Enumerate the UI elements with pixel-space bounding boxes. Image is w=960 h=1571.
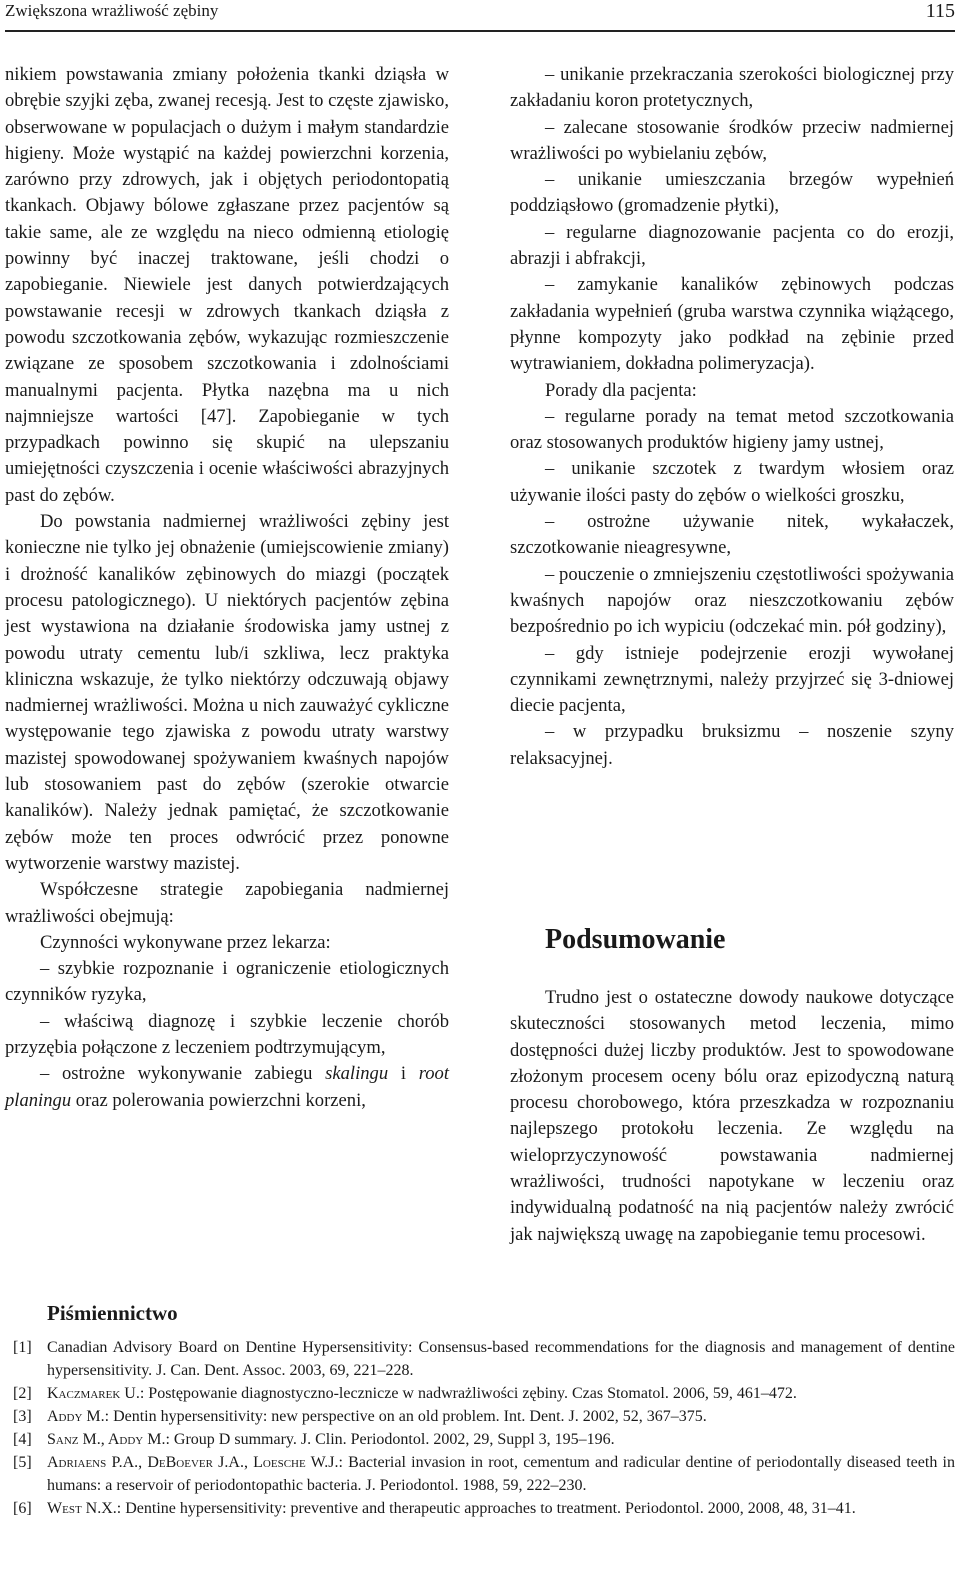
summary-section [510, 985, 954, 1248]
right-column [510, 62, 954, 772]
reference-authors: Kaczmarek U. [47, 1385, 140, 1402]
paragraph: nikiem powstawania zmiany położenia tkanki dziąsła w obrębie szyjki zęba, zwanej recesją. Jest to częste zjawisko, obserwowane w populacjach o dużym i małym standardzie higieny. Może wystąpić na każdej powierzchni korzenia, zarówno przy zdrowych, jak i objętych periodontopatią tkankach. Objawy bólowe zgłaszane przez pacjentów są takie same, ale ze względu na nieco odmienną etiologię powinny być inaczej traktowane, jeśli chodzi o zapobieganie. Niewiele jest danych potwierdzających powstawanie recesji w zdrowych tkankach dziąsła z powodu szczotkowania zębów, wykazując rozmieszczenie związane ze sposobem szczotkowania i zdolnościami manualnymi pacjenta. Płytka nazębna ma u nich najmniejsze wartości [47]. Zapobieganie w tych przypadkach powinno się skupić na ulepszaniu umiejętności czyszczenia i ocenie właściwości abrazyjnych past do zębów. [5, 64, 449, 506]
list-item: – unikanie umieszczania brzegów wypełnień poddziąsłowo (gromadzenie płytki), [510, 169, 954, 217]
italic-term: skalingu [325, 1063, 389, 1085]
reference-authors: Adriaens P.A., DeBoever J.A., Loesche W.J. [47, 1454, 339, 1471]
list-item: – gdy istnieje podejrzenie erozji wywołanej czynnikami zewnętrznymi, należy przyjrzeć się 3-dniowej diecie pacjenta, [510, 642, 954, 717]
running-header [5, 0, 955, 32]
left-column [5, 62, 449, 1114]
reference-text: : Postępowanie diagnostyczno-lecznicze w nadwrażliwości zębiny. Czas Stomatol. 2006, 59, 461–472. [139, 1385, 797, 1402]
page-number: 115 [925, 0, 955, 22]
reference-text: : Group D summary. J. Clin. Periodontol. 2002, 29, Suppl 3, 195–196. [165, 1431, 615, 1448]
reference-text: : Dentine hypersensitivity: preventive and therapeutic approaches to treatment. Periodontol. 2000, 2008, 48, 31–41. [116, 1500, 856, 1517]
list-item-text: i [388, 1063, 419, 1085]
reference-number: [1] [13, 1339, 32, 1356]
reference-text: : Dentin hypersensitivity: new perspective on an old problem. Int. Dent. J. 2002, 52, 367–375. [104, 1408, 707, 1425]
list-heading: Czynności wykonywane przez lekarza: [40, 931, 331, 953]
list-item: – regularne porady na temat metod szczotkowania oraz stosowanych produktów higieny jamy ustnej, [510, 405, 954, 454]
list-item: – pouczenie o zmniejszeniu częstotliwości spożywania kwaśnych napojów oraz nieszczotkowaniu zębów bezpośrednio po ich wypiciu (odczekać min. pół godziny), [510, 563, 954, 638]
reference-number: [5] [13, 1454, 32, 1471]
section-heading-summary: Podsumowanie [545, 924, 726, 955]
reference-authors: Sanz M., Addy M. [47, 1431, 166, 1448]
list-item: – zamykanie kanalików zębinowych podczas zakładania wypełnień (gruba warstwa czynnika wiążącego, płynne kompozyty jako podkład na zębinie przed wytrawianiem, dokładna polimeryzacja). [510, 274, 954, 375]
list-item: – szybkie rozpoznanie i ograniczenie etiologicznych czynników ryzyka, [5, 958, 449, 1006]
reference-authors: West N.X. [47, 1500, 117, 1517]
italic-term: root planingu [5, 1063, 449, 1111]
reference-item [5, 1405, 955, 1428]
reference-number: [4] [13, 1431, 32, 1448]
reference-number: [3] [13, 1408, 32, 1425]
reference-list [5, 1336, 955, 1520]
list-item [5, 1061, 449, 1114]
reference-item [5, 1336, 955, 1382]
reference-authors: Addy M. [47, 1408, 105, 1425]
paragraph: Trudno jest o ostateczne dowody naukowe dotyczące skuteczności stosowanych metod leczenia, mimo dostępności dużej liczby produktów. Jest to spowodowane złożonym procesem oceny bólu oraz epizodyczną naturą procesu chorobowego, która przeszkadza w rozpoznaniu najlepszego protokołu leczenia. Ze względu na wieloprzyczynowość powstawania nadmiernej wrażliwości, trudności napotykane w leczeniu oraz indywidualną podatność na nią pacjentów należy zwrócić jak największą uwagę na zapobieganie temu procesowi. [510, 987, 954, 1245]
reference-number: [2] [13, 1385, 32, 1402]
paragraph: Współczesne strategie zapobiegania nadmiernej wrażliwości obejmują: [5, 879, 449, 927]
list-item: – unikanie przekraczania szerokości biologicznej przy zakładaniu koron protetycznych, [510, 64, 954, 112]
running-title: Zwiększona wrażliwość zębiny [5, 1, 219, 20]
list-item: – w przypadku bruksizmu – noszenie szyny relaksacyjnej. [510, 721, 954, 769]
paragraph: Do powstania nadmiernej wrażliwości zębiny jest konieczne nie tylko jej obnażenie (umiejscowienie zmiany) i drożność kanalików zębinowych do miazgi (początek procesu patologicznego). U niektórych pacjentów zębina jest wystawiona na działanie środowiska jamy ustnej z powodu utraty cementu lub/i szkliwa, lecz praktyka kliniczna wskazuje, że tylko niektórzy odczuwają objawy nadmiernej wrażliwości. Można u nich zauważyć cykliczne występowanie tego zjawiska z powodu utraty warstwy mazistej spowodowanej spożywaniem kwaśnych napojów lub stosowaniem past do zębów (szerokie otwarcie kanalików). Należy jednak pamiętać, że szczotkowanie zębów może ten proces odwrócić przez ponowne wytworzenie warstwy mazistej. [5, 511, 449, 874]
reference-item [5, 1428, 955, 1451]
reference-item [5, 1451, 955, 1497]
reference-item [5, 1382, 955, 1405]
list-item: – ostrożne używanie nitek, wykałaczek, szczotkowanie nieagresywne, [510, 511, 954, 559]
reference-number: [6] [13, 1500, 32, 1517]
list-item: – właściwą diagnozę i szybkie leczenie chorób przyzębia połączone z leczeniem podtrzymującym, [5, 1010, 449, 1058]
list-item-text: – ostrożne wykonywanie zabiegu [40, 1063, 326, 1085]
references-heading: Piśmiennictwo [47, 1301, 178, 1325]
list-item: – zalecane stosowanie środków przeciw nadmiernej wrażliwości po wybielaniu zębów, [510, 116, 954, 164]
reference-item [5, 1497, 955, 1520]
list-item-text: oraz polerowania powierzchni korzeni, [71, 1089, 366, 1111]
list-item: – unikanie szczotek z twardym włosiem oraz używanie ilości pasty do zębów o wielkości groszku, [510, 458, 954, 506]
reference-text: Canadian Advisory Board on Dentine Hypersensitivity: Consensus-based recommendations for the diagnosis and management of dentine hypersensitivity. J. Can. Dent. Assoc. 2003, 69, 221–228. [47, 1339, 955, 1379]
list-item: – regularne diagnozowanie pacjenta co do erozji, abrazji i abfrakcji, [510, 221, 954, 270]
reference-text: : Bacterial invasion in root, cementum and radicular dentine of periodontally diseased teeth in humans: a reservoir of periodontopathic bacteria. J. Periodontol. 1988, 59, 222–230. [47, 1454, 955, 1494]
list-heading: Porady dla pacjenta: [545, 379, 697, 401]
